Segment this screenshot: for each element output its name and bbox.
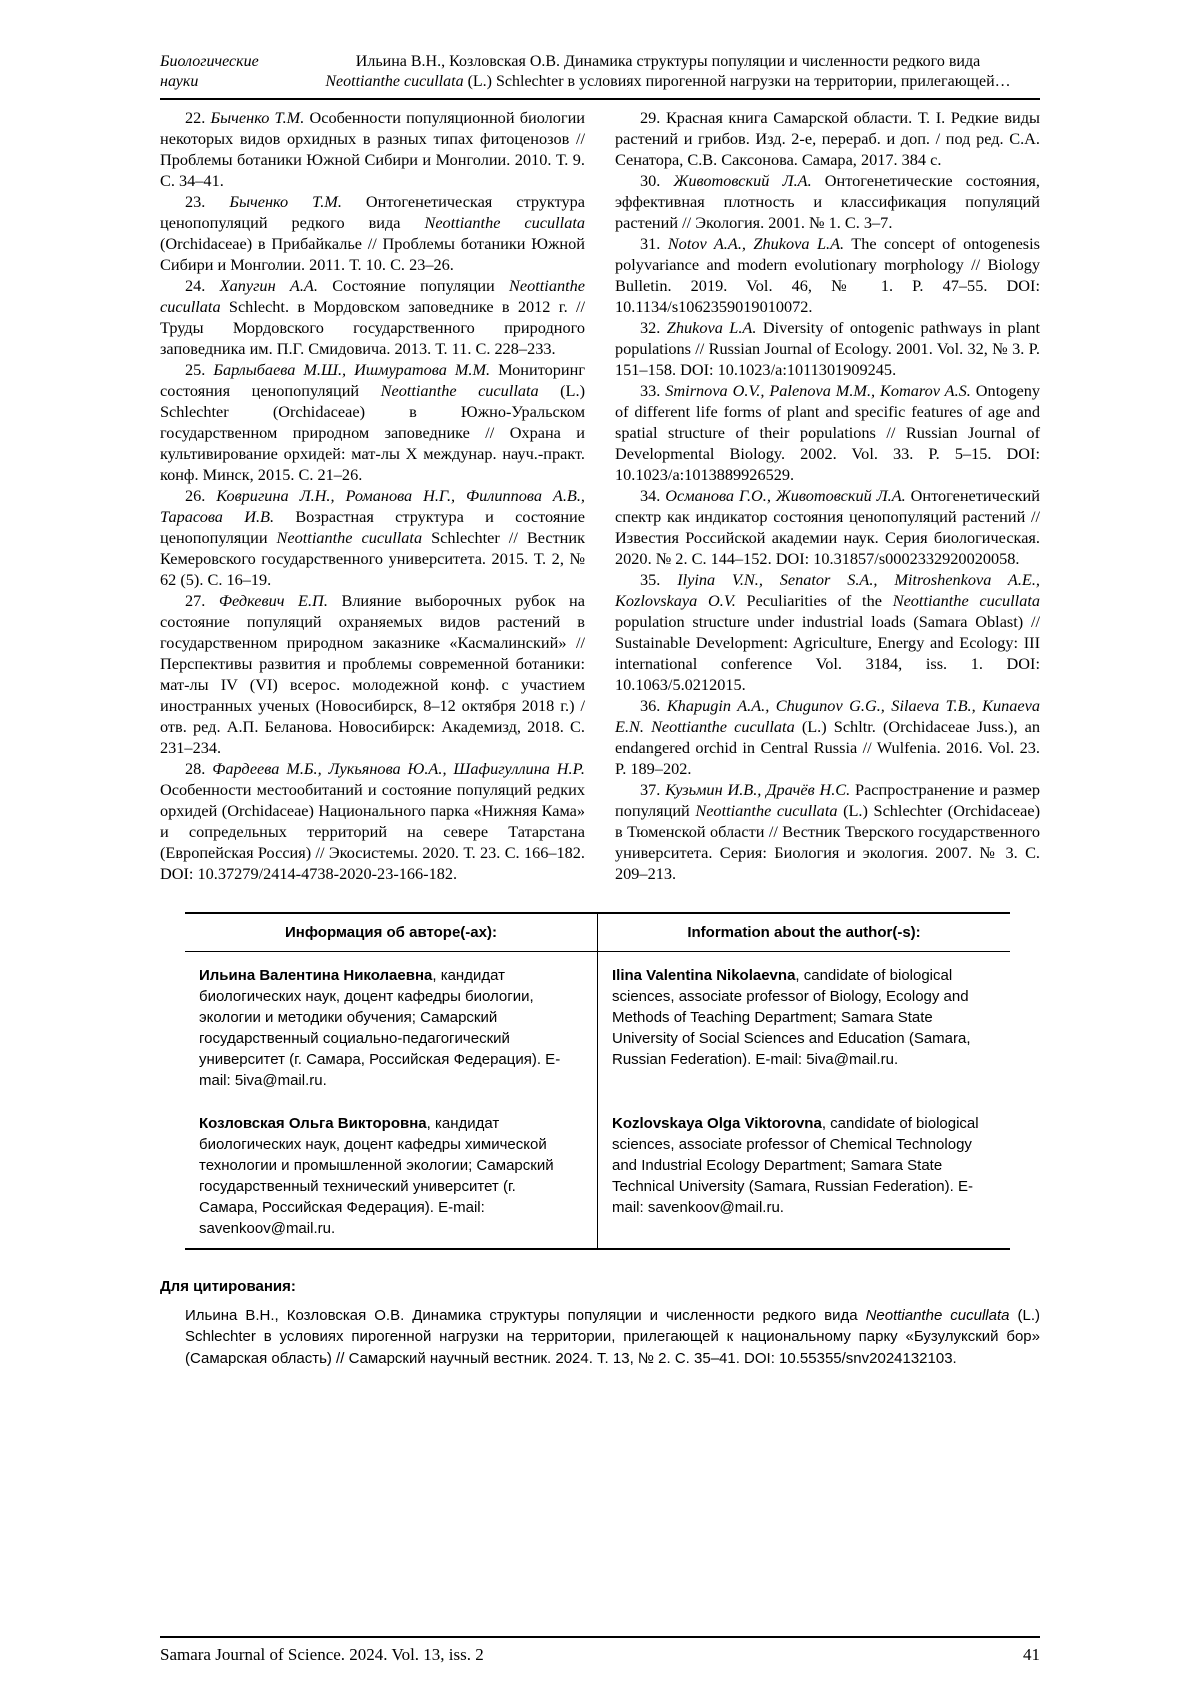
references-column-left (160, 107, 585, 884)
references-section (160, 107, 1040, 884)
reference-item: 24. Хапугин А.А. Состояние популяции Neottianthe cucullata Schlecht. в Мордовском заповеднике в 2012 г. // Труды Мордовского государственного природного заповедника им. П.Г. Смидовича. 2013. Т. 11. С. 228–233. (160, 276, 585, 358)
reference-item: 30. Животовский Л.А. Онтогенетические состояния, эффективная плотность и классификация популяций растений // Экология. 2001. № 1. С. 3–7. (615, 171, 1040, 232)
author-table-header-en: Information about the author(-s): (598, 913, 1011, 952)
reference-item: 31. Notov A.A., Zhukova L.A. The concept of ontogenesis polyvariance and modern evolutionary morphology // Biology Bulletin. 2019. Vol. 46, № 1. P. 47–55. DOI: 10.1134/s1062359019010072. (615, 234, 1040, 316)
running-title-line2: Neottianthe cucullata (L.) Schlechter в условиях пирогенной нагрузки на территории, прилегающей… (325, 73, 1011, 90)
reference-item: 33. Smirnova O.V., Palenova M.M., Komarov A.S. Ontogeny of different life forms of plant and specific features of age and spatial structure of their populations // Russian Journal of Developmental Biology. 2002. Vol. 33. P. 5–15. DOI: 10.1023/a:1013889926529. (615, 381, 1041, 484)
reference-item: 28. Фардеева М.Б., Лукьянова Ю.А., Шафигуллина Н.Р. Особенности местообитаний и состояние популяций редких орхидей (Orchidaceae) Национального парка «Нижняя Кама» и сопредельных территорий на севере Татарстана (Европейская Россия) // Экосистемы. 2020. Т. 23. С. 166–182. DOI: 10.37279/2414-4738-2020-23-166-182. (160, 759, 585, 883)
journal-section-line1: Биологические (160, 53, 259, 70)
reference-item: 36. Khapugin A.A., Chugunov G.G., Silaeva T.B., Kunaeva E.N. Neottianthe cucullata (L.) Schltr. (Orchidaceae Juss.), an endangered orchid in Central Russia // Wulfenia. 2016. Vol. 23. P. 189–202. (615, 696, 1040, 778)
journal-section-line2: науки (160, 73, 199, 90)
page-footer (160, 1636, 1040, 1665)
footer-page-number: 41 (1023, 1645, 1040, 1664)
page-header (160, 52, 1040, 100)
author-info-cell-en: Kozlovskaya Olga Viktorovna, candidate of biological sciences, associate professor of Chemical Technology and Industrial Ecology Department; Samara State Technical University (Samara, Russian Federation). E-mail: savenkoov@mail.ru. (598, 1100, 1011, 1249)
reference-item: 23. Быченко Т.М. Онтогенетическая структура ценопопуляций редкого вида Neottianthe cucullata (Orchidaceae) в Прибайкалье // Проблемы ботаники Южной Сибири и Монголии. 2011. Т. 10. С. 23–26. (160, 192, 586, 274)
author-info-cell-ru: Козловская Ольга Викторовна, кандидат биологических наук, доцент кафедры химической технологии и промышленной экологии; Самарский государственный технический университет (г. Самара, Российская Федерация). E-mail: savenkoov@mail.ru. (199, 1115, 554, 1237)
running-title (296, 52, 1040, 92)
footer-journal-title: Samara Journal of Science. 2024. Vol. 13, iss. 2 (160, 1645, 484, 1664)
reference-item: 25. Барлыбаева М.Ш., Ишмуратова М.М. Мониторинг состояния ценопопуляций Neottianthe cucullata (L.) Schlechter (Orchidaceae) в Южно-Уральском государственном природном заповеднике // Охрана и культивирование орхидей: мат-лы X междунар. науч.-практ. конф. Минск, 2015. С. 21–26. (160, 360, 586, 484)
author-info-table (185, 912, 1010, 1250)
reference-item: 22. Быченко Т.М. Особенности популяционной биологии некоторых видов орхидных в разных типах фитоценозов // Проблемы ботаники Южной Сибири и Монголии. 2010. Т. 9. С. 34–41. (160, 108, 586, 190)
reference-item: 37. Кузьмин И.В., Драчёв Н.С. Распространение и размер популяций Neottianthe cucullata (L.) Schlechter (Orchidaceae) в Тюменской области // Вестник Тверского государственного университета. Серия: Биология и экология. 2007. № 3. С. 209–213. (615, 780, 1040, 883)
author-table-body (185, 952, 1010, 1250)
author-table-row (185, 1100, 1010, 1249)
citation-section (160, 1276, 1040, 1369)
running-title-line1: Ильина В.Н., Козловская О.В. Динамика структуры популяции и численности редкого вида (355, 53, 981, 70)
citation-text: Ильина В.Н., Козловская О.В. Динамика структуры популяции и численности редкого вида Neottianthe cucullata (L.) Schlechter в условиях пирогенной нагрузки на территории, прилегающей к национальному парку «Бузулукский бор» (Самарская область) // Самарский научный вестник. 2024. Т. 13, № 2. С. 35–41. DOI: 10.55355/snv2024132103. (185, 1306, 1041, 1367)
citation-label: Для цитирования: (160, 1278, 296, 1295)
author-table-header-row (185, 913, 1010, 952)
author-table-header-ru: Информация об авторе(-ах): (185, 913, 598, 952)
references-column-right (615, 107, 1040, 884)
reference-item: 29. Красная книга Самарской области. Т. I. Редкие виды растений и грибов. Изд. 2-е, перераб. и доп. / под ред. С.А. Сенатора, С.В. Саксонова. Самара, 2017. 384 с. (615, 108, 1040, 169)
reference-item: 32. Zhukova L.A. Diversity of ontogenic pathways in plant populations // Russian Journal of Ecology. 2001. Vol. 32, № 3. P. 151–158. DOI: 10.1023/a:1011301909245. (615, 318, 1041, 379)
reference-item: 34. Османова Г.О., Животовский Л.А. Онтогенетический спектр как индикатор состояния ценопопуляций растений // Известия Российской академии наук. Серия биологическая. 2020. № 2. С. 144–152. DOI: 10.31857/s0002332920020058. (615, 486, 1040, 568)
reference-item: 26. Ковригина Л.Н., Романова Н.Г., Филиппова А.В., Тарасова И.В. Возрастная структура и состояние ценопопуляции Neottianthe cucullata Schlechter // Вестник Кемеровского государственного университета. 2015. Т. 2, № 62 (5). С. 16–19. (160, 486, 586, 589)
author-table-row (185, 952, 1010, 1101)
author-info-cell-ru: Ильина Валентина Николаевна, кандидат биологических наук, доцент кафедры биологии, экологии и методики обучения; Самарский государственный социально-педагогический университет (г. Самара, Российская Федерация). E-mail: 5iva@mail.ru. (199, 967, 561, 1089)
reference-item: 35. Ilyina V.N., Senator S.A., Mitroshenkova A.E., Kozlovskaya O.V. Peculiarities of the Neottianthe cucullata population structure under industrial loads (Samara Oblast) // Sustainable Development: Agriculture, Energy and Ecology: III international conference Vol. 3184, iss. 1. DOI: 10.1063/5.0212015. (615, 570, 1041, 694)
author-info-cell-en: Ilina Valentina Nikolaevna, candidate of biological sciences, associate professor of Biology, Ecology and Methods of Teaching Department; Samara State University of Social Sciences and Education (Samara, Russian Federation). E-mail: 5iva@mail.ru. (598, 952, 1011, 1101)
reference-item: 27. Федкевич Е.П. Влияние выборочных рубок на состояние популяций охраняемых видов растений в государственном природном заказнике «Касмалинский» // Перспективы развития и проблемы современной ботаники: мат-лы IV (VI) всерос. молодежной конф. с участием иностранных ученых (Новосибирск, 8–12 октября 2018 г.) / отв. ред. А.П. Беланова. Новосибирск: Академизд, 2018. С. 231–234. (160, 591, 585, 757)
journal-section-label (160, 52, 278, 92)
